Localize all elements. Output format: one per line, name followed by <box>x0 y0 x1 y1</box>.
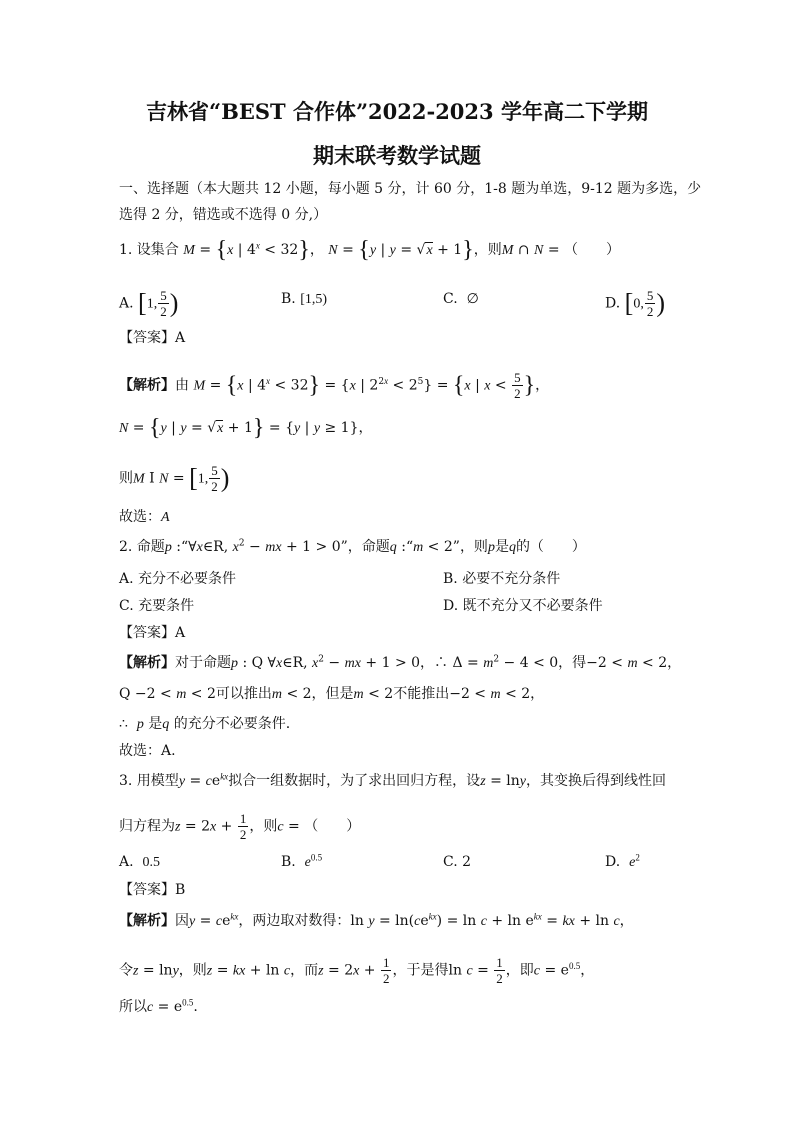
q1-answer: 【答案】A <box>119 330 186 346</box>
q2-analysis-line3: ∴ p 是q 的充分不必要条件. <box>119 716 291 732</box>
q3-option-c: C. 2 <box>443 854 472 870</box>
q2-option-c: C. 充要条件 <box>119 598 195 614</box>
q1-analysis-line1: 【解析】由 M = {x | $4^x < 32\} = \{x$ | $2^{2x} < 2^5\} = \{x$ | x < $\frac{5}{2}$ }， <box>119 370 550 401</box>
q1-analysis-line2: N = {y | y = √x + 1} = {y | y ≥ 1}， <box>119 415 373 441</box>
q3-stem-line2: 归方程为z = 2x + $\frac{1}{2}$ ，则c = （ ） <box>119 811 361 842</box>
q1-option-c: C. ∅ <box>443 291 479 307</box>
q2-answer: 【答案】A <box>119 625 186 641</box>
q2-option-b: B. 必要不充分条件 <box>443 571 561 587</box>
section-heading-line1: 一、选择题（本大题共 12 小题，每小题 5 分，计 60 分，1-8 题为单选，9-12 题为多选，少 <box>119 181 702 197</box>
q2-analysis-line2: Q −2 < m < 2可以推出m < 2，但是m < 2不能推出−2 < m < 2， <box>119 686 545 702</box>
q3-answer: 【答案】B <box>119 882 186 898</box>
q1-option-b: B. [1,5) <box>281 291 328 307</box>
q1-stem: 1. 设集合 M = {x | $4^x < 32$}， N = {y | y = √x + 1}，则M ∩ N = （ ） <box>119 237 621 263</box>
q2-option-a: A. 充分不必要条件 <box>119 571 237 587</box>
q1-choose: 故选：A <box>119 509 170 525</box>
q3-option-d: D. $e^2$ <box>605 852 640 870</box>
q3-analysis-line2: 令z = lny，则z = kx + ln c，而z = 2x + $\frac{1}{2}$ ，于是得ln c = $\frac{1}{2}$ ，即$c = e^{0.5}$， <box>119 955 595 986</box>
q1-analysis-line3: 则M I N = [1, $\frac{5}{2}$ ) <box>119 463 230 494</box>
q3-option-a: A. 0.5 <box>119 854 160 870</box>
q2-choose: 故选：A. <box>119 743 176 759</box>
q3-option-b: B. $e^{0.5}$ <box>281 852 323 870</box>
q1-option-a: A. [1, $\frac{5}{2}$ ) <box>119 288 179 319</box>
q2-analysis-line1: 【解析】对于命题p : Q ∀x∈R, $x^2$ − mx + 1 > 0，∴ $\Delta = m^2 - 4 < 0$，得−2 < m < 2， <box>119 654 682 671</box>
doc-title-line1: 吉林省“BEST 合作体”2022-2023 学年高二下学期 <box>146 99 648 124</box>
doc-title-line2: 期末联考数学试题 <box>313 143 481 168</box>
section-heading-line2: 选得 2 分，错选或不选得 0 分,） <box>119 207 328 223</box>
q1-number: 1. 设集合 <box>119 242 179 258</box>
q3-analysis-line3: 所以$c = e^{0.5}$. <box>119 997 198 1015</box>
q1-option-d: D. [0, $\frac{5}{2}$ ) <box>605 288 665 319</box>
q2-option-d: D. 既不充分又不必要条件 <box>443 598 603 614</box>
q3-analysis-line1: 【解析】因$y = ce^{kx}$，两边取对数得：$\ln y = \ln(ce^{kx}) = \ln c + \ln e^{kx}$ = kx + ln c， <box>119 911 634 929</box>
q2-stem: 2. 命题p :“∀x∈R, $x^2$ − mx + 1 > 0”，命题q :“m < 2”，则p是q的（ ） <box>119 538 586 555</box>
q3-stem-line1: 3. 用模型$y = ce^{kx}$拟合一组数据时，为了求出回归方程，设z = lny，其变换后得到线性回 <box>119 771 666 789</box>
